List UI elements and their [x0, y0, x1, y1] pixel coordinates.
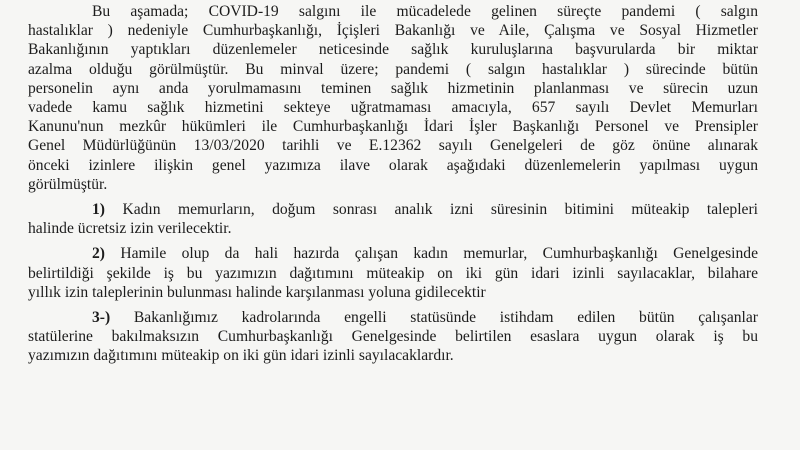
item-text: Hamile olup da hali hazırda çalışan kadın memurlar, Cumhurbaşkanlığı Genelgesinde [105, 245, 758, 263]
text-line: yazımızın dağıtımını müteakip on iki gün idari izinli sayılacaklardır. [28, 347, 454, 365]
text-line: önceki izinlere ilişkin genel yazımıza ilave olarak aşağıdaki düzenlemelerin yapılması uygun [28, 156, 758, 174]
text-line: statülerine bakılmaksızın Cumhurbaşkanlığı Genelgesinde belirtilen esaslara uygun olarak iş bu [28, 328, 758, 346]
intro-paragraph [28, 2, 758, 194]
text-line [28, 200, 758, 219]
text-line: personelin aynı anda yorulmamasını teminen sağlık hizmetinin planlanması ve sürecin uzun [28, 79, 758, 97]
text-line [28, 244, 758, 263]
text-line: Genel Müdürlüğünün 13/03/2020 tarihli ve E.12362 sayılı Genelgeleri de göz önüne alınarak [28, 137, 758, 155]
item-3-paragraph [28, 308, 758, 366]
text-line: Bu aşamada; COVID-19 salgını ile mücadelede gelinen süreçte pandemi ( salgın [92, 3, 758, 20]
item-number: 2) [92, 245, 105, 263]
item-number: 1) [92, 201, 105, 219]
text-line: halinde ücretsiz izin verilecektir. [28, 220, 232, 238]
text-line: vadede kamu sağlık hizmetini sekteye uğratmaması amacıyla, 657 sayılı Devlet Memurları [28, 99, 758, 117]
text-line: azalma olduğu görülmüştür. Bu minval üzere; pandemi ( salgın hastalıklar ) sürecinde bütün [28, 60, 758, 78]
item-1-paragraph [28, 200, 758, 238]
item-text: Kadın memurların, doğum sonrası analık izni süresinin bitimini müteakip talepleri [105, 201, 758, 219]
text-line: Kanunu'nun mezkûr hükümleri ile Cumhurbaşkanlığı İdari İşler Başkanlığı Personel ve Prensipler [28, 118, 758, 136]
text-line: görülmüştür. [28, 175, 108, 193]
text-line: yıllık izin taleplerinin bulunması halinde karşılanması yoluna gidilecektir [28, 283, 486, 301]
text-line: Bakanlığının yaptıkları düzenlemeler neticesinde sağlık kuruluşlarına başvurularda bir miktar [28, 41, 758, 59]
document-body [28, 2, 758, 366]
item-2-paragraph [28, 244, 758, 302]
item-number: 3-) [92, 309, 111, 327]
text-line: belirtildiği şekilde iş bu yazımızın dağıtımını müteakip on iki gün idari izinli sayılacaklar, bilahare [28, 264, 758, 282]
item-text: Bakanlığımız kadrolarında engelli statüsünde istihdam edilen bütün çalışanlar [110, 309, 758, 327]
text-line: hastalıklar ) nedeniyle Cumhurbaşkanlığı, İçişleri Bakanlığı ve Aile, Çalışma ve Sosyal Hizmetler [28, 22, 758, 40]
text-line [28, 308, 758, 327]
